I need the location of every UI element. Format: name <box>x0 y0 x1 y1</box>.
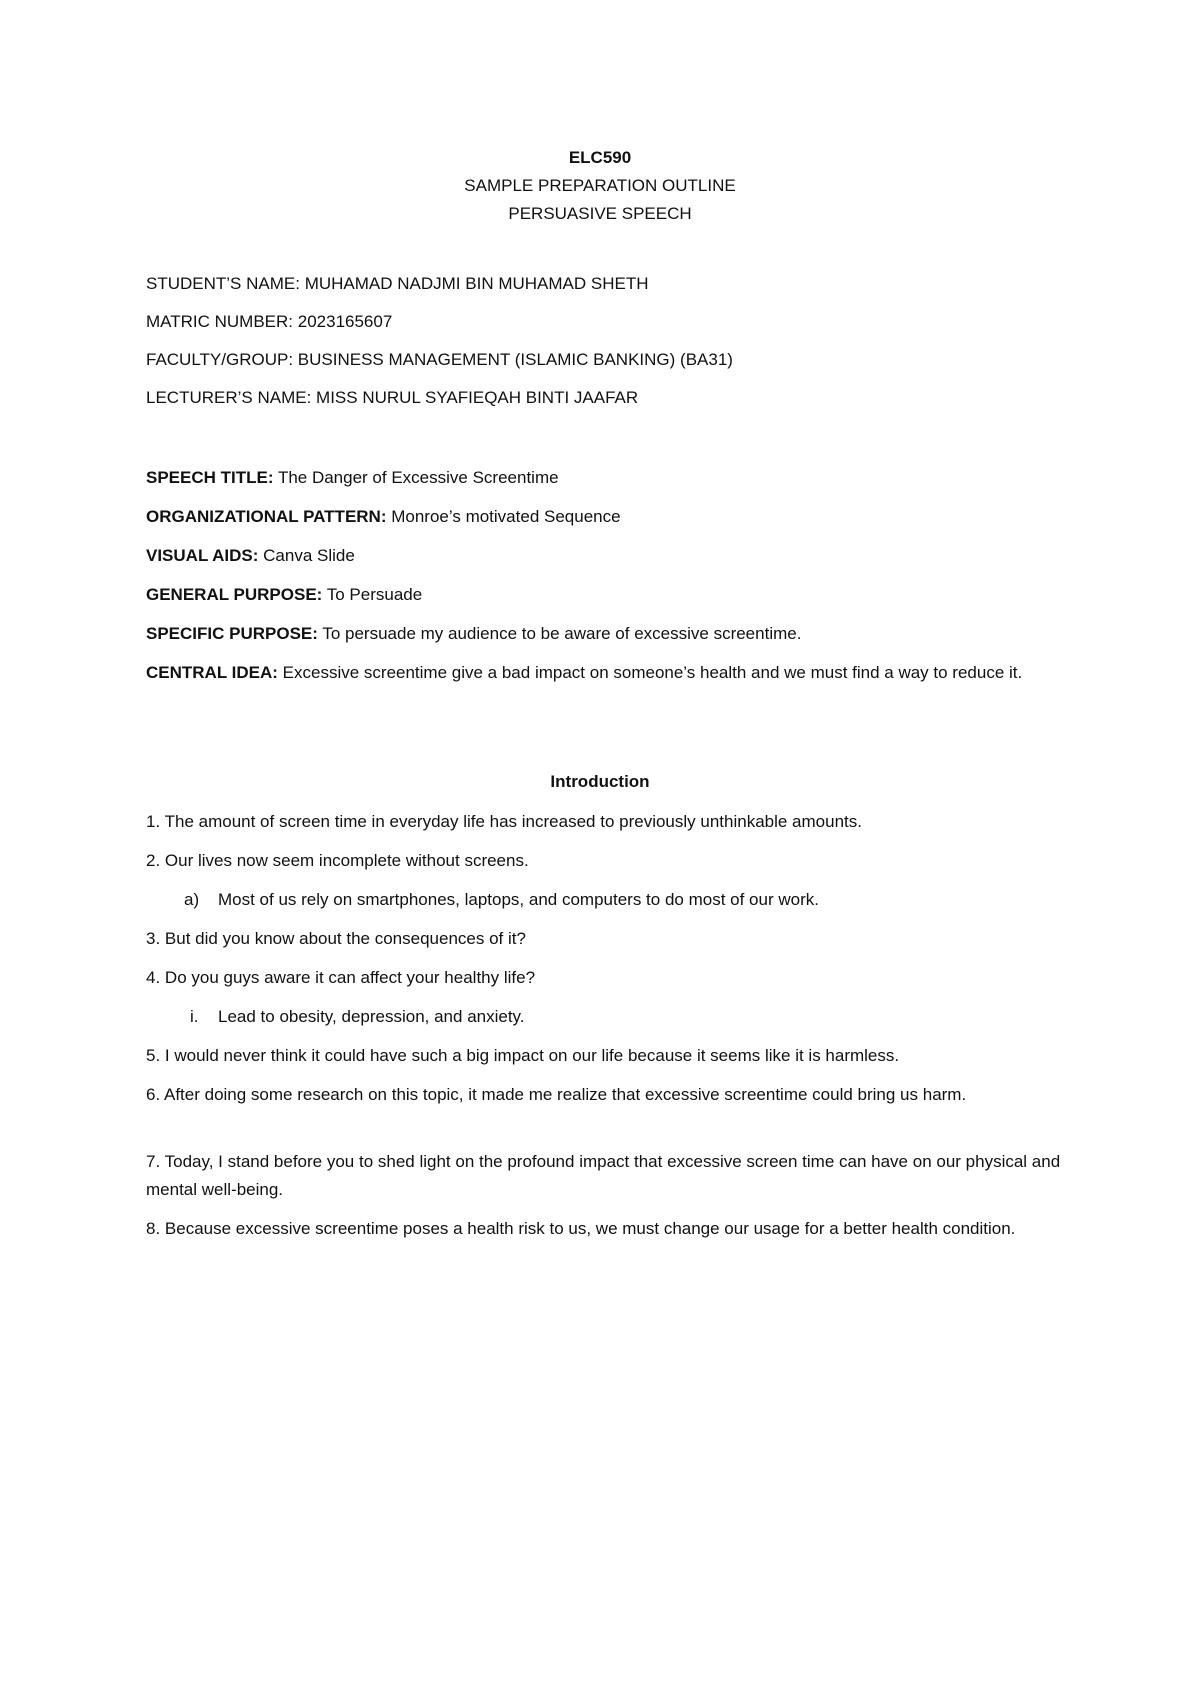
introduction-heading: Introduction <box>550 772 650 791</box>
intro-item <box>146 964 1076 992</box>
central-idea-value: Excessive screentime give a bad impact on someone’s health and we must find a way to reduce it. <box>282 663 1023 682</box>
visual-aids-value: Canva Slide <box>263 546 355 565</box>
speech-type: PERSUASIVE SPEECH <box>508 204 692 223</box>
intro-subitem-i <box>0 1003 1200 1031</box>
organizational-pattern-value: Monroe’s motivated Sequence <box>391 507 621 526</box>
lecturer-name-value: MISS NURUL SYAFIEQAH BINTI JAAFAR <box>316 388 639 407</box>
speech-title-label: SPEECH TITLE: <box>146 468 274 487</box>
matric-number-label: MATRIC NUMBER: <box>146 312 294 331</box>
organizational-pattern-label: ORGANIZATIONAL PATTERN: <box>146 507 387 526</box>
intro-item-number: 5. <box>146 1046 161 1065</box>
subitem-marker: i. <box>190 1007 199 1026</box>
intro-item <box>146 1081 1076 1109</box>
intro-item-text: Because excessive screentime poses a health risk to us, we must change our usage for a better health condition. <box>164 1219 1016 1238</box>
subitem-marker: a) <box>184 890 200 909</box>
faculty-group-label: FACULTY/GROUP: <box>146 350 294 369</box>
general-purpose-line <box>146 581 1076 609</box>
intro-item-text: Do you guys aware it can affect your healthy life? <box>164 968 536 987</box>
intro-item <box>146 925 1076 953</box>
intro-subitem-a <box>0 886 1200 914</box>
faculty-group-value: BUSINESS MANAGEMENT (ISLAMIC BANKING) (BA31) <box>297 350 733 369</box>
general-purpose-value: To Persuade <box>326 585 423 604</box>
intro-item-number: 3. <box>146 929 161 948</box>
intro-item <box>146 1042 1076 1070</box>
intro-item-text: The amount of screen time in everyday life has increased to previously unthinkable amounts. <box>164 812 862 831</box>
intro-item <box>146 808 1076 836</box>
lecturer-name-label: LECTURER’S NAME: <box>146 388 312 407</box>
intro-item-number: 6. <box>146 1085 161 1104</box>
lecturer-name-line <box>146 384 1076 412</box>
intro-item-text: Our lives now seem incomplete without screens. <box>164 851 529 870</box>
central-idea-line <box>146 659 1076 687</box>
matric-number-value: 2023165607 <box>297 312 393 331</box>
intro-item <box>146 1215 1076 1243</box>
central-idea-label: CENTRAL IDEA: <box>146 663 278 682</box>
student-name-value: MUHAMAD NADJMI BIN MUHAMAD SHETH <box>304 274 649 293</box>
intro-item-text: Today, I stand before you to shed light on the profound impact that excessive screen time can have on our physical and mental well-being. <box>146 1152 1061 1199</box>
intro-item-text: After doing some research on this topic, it made me realize that excessive screentime could bring us harm. <box>163 1085 967 1104</box>
student-name-line <box>146 270 1076 298</box>
intro-item-number: 1. <box>146 812 161 831</box>
speech-title-value: The Danger of Excessive Screentime <box>277 468 559 487</box>
intro-item <box>146 1148 1076 1204</box>
faculty-group-line <box>146 346 1076 374</box>
student-name-label: STUDENT’S NAME: <box>146 274 300 293</box>
intro-item-number: 7. <box>146 1152 161 1171</box>
intro-item-text: But did you know about the consequences of it? <box>164 929 526 948</box>
specific-purpose-value: To persuade my audience to be aware of excessive screentime. <box>322 624 802 643</box>
speech-title-line <box>146 464 1076 492</box>
visual-aids-label: VISUAL AIDS: <box>146 546 259 565</box>
intro-item-number: 2. <box>146 851 161 870</box>
intro-item-number: 4. <box>146 968 161 987</box>
course-code: ELC590 <box>568 148 632 167</box>
organizational-pattern-line <box>146 503 1076 531</box>
intro-item <box>146 847 1076 875</box>
matric-number-line <box>146 308 1076 336</box>
intro-item-number: 8. <box>146 1219 161 1238</box>
general-purpose-label: GENERAL PURPOSE: <box>146 585 323 604</box>
specific-purpose-label: SPECIFIC PURPOSE: <box>146 624 318 643</box>
subitem-text: Most of us rely on smartphones, laptops, and computers to do most of our work. <box>218 890 819 909</box>
intro-item-text: I would never think it could have such a big impact on our life because it seems like it is harmless. <box>164 1046 900 1065</box>
specific-purpose-line <box>146 620 1076 648</box>
visual-aids-line <box>146 542 1076 570</box>
subitem-text: Lead to obesity, depression, and anxiety. <box>218 1007 525 1026</box>
outline-title: SAMPLE PREPARATION OUTLINE <box>464 176 736 195</box>
